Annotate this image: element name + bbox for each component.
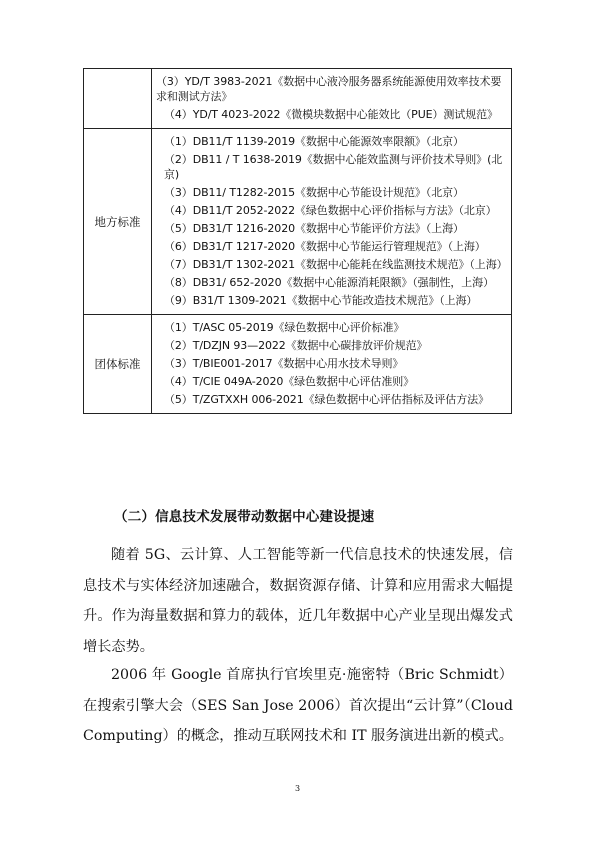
items-cell bbox=[152, 129, 512, 315]
standard-item: （6）DB31/T 1217-2020《数据中心节能运行管理规范》（上海） bbox=[164, 240, 486, 253]
standard-item: （4）YD/T 4023-2022《微模块数据中心能效比（PUE）测试规范》 bbox=[164, 108, 498, 121]
standard-item: （4）DB11/T 2052-2022《绿色数据中心评价指标与方法》（北京） bbox=[164, 204, 497, 217]
standard-item: （8）DB31/ 652-2020《数据中心能源消耗限额》（强制性，上海） bbox=[164, 276, 494, 289]
standard-item: （7）DB31/T 1302-2021《数据中心能耗在线监测技术规范》（上海） bbox=[164, 258, 508, 271]
standard-item: （9）B31/T 1309-2021《数据中心节能改造技术规范》（上海） bbox=[164, 294, 478, 307]
standard-item: （5）T/ZGTXXH 006-2021《绿色数据中心评估指标及评估方法》 bbox=[164, 393, 489, 406]
page-number: 3 bbox=[294, 784, 301, 793]
standard-item: （1）T/ASC 05-2019《绿色数据中心评价标准》 bbox=[164, 321, 405, 334]
body-paragraph: 随着 5G、云计算、人工智能等新一代信息技术的快速发展，信息技术与实体经济加速融合，数据资源存储、计算和应用需求大幅提升。作为海量数据和算力的载体，近几年数据中心产业呈现出爆发式增长态势。 bbox=[83, 547, 513, 655]
section-heading: （二）信息技术发展带动数据中心建设提速 bbox=[114, 509, 375, 525]
standard-item: （2）T/DZJN 93—2022《数据中心碳排放评价规范》 bbox=[164, 339, 428, 352]
standards-table bbox=[83, 68, 512, 414]
body-paragraph: 2006 年 Google 首席执行官埃里克·施密特（Bric Schmidt）在搜索引擎大会（SES San Jose 2006）首次提出“云计算”（Cloud Computing）的概念，推动互联网技术和 IT 服务演进出新的模式。 bbox=[83, 667, 513, 744]
table-row bbox=[84, 315, 512, 414]
standard-item: （3）YD/T 3983-2021《数据中心液冷服务器系统能源使用效率技术要求和测试方法》 bbox=[156, 75, 502, 103]
standard-item: （3）T/BIE001-2017《数据中心用水技术导则》 bbox=[164, 357, 404, 370]
standard-item: （1）DB11/T 1139-2019《数据中心能源效率限额》（北京） bbox=[164, 135, 464, 148]
category-cell bbox=[84, 69, 152, 129]
standard-item: （5）DB31/T 1216-2020《数据中心节能评价方法》（上海） bbox=[164, 222, 464, 235]
table-row bbox=[84, 69, 512, 129]
table-row bbox=[84, 129, 512, 315]
category-cell: 地方标准 bbox=[84, 129, 152, 315]
category-cell: 团体标准 bbox=[84, 315, 152, 414]
standard-item: （3）DB11/ T1282-2015《数据中心节能设计规范》（北京） bbox=[164, 186, 464, 199]
items-cell bbox=[152, 315, 512, 414]
items-cell bbox=[152, 69, 512, 129]
standard-item: （2）DB11 / T 1638-2019《数据中心能效监测与评价技术导则》(北京) bbox=[164, 153, 503, 181]
standard-item: （4）T/CIE 049A-2020《绿色数据中心评估准则》 bbox=[164, 375, 415, 388]
